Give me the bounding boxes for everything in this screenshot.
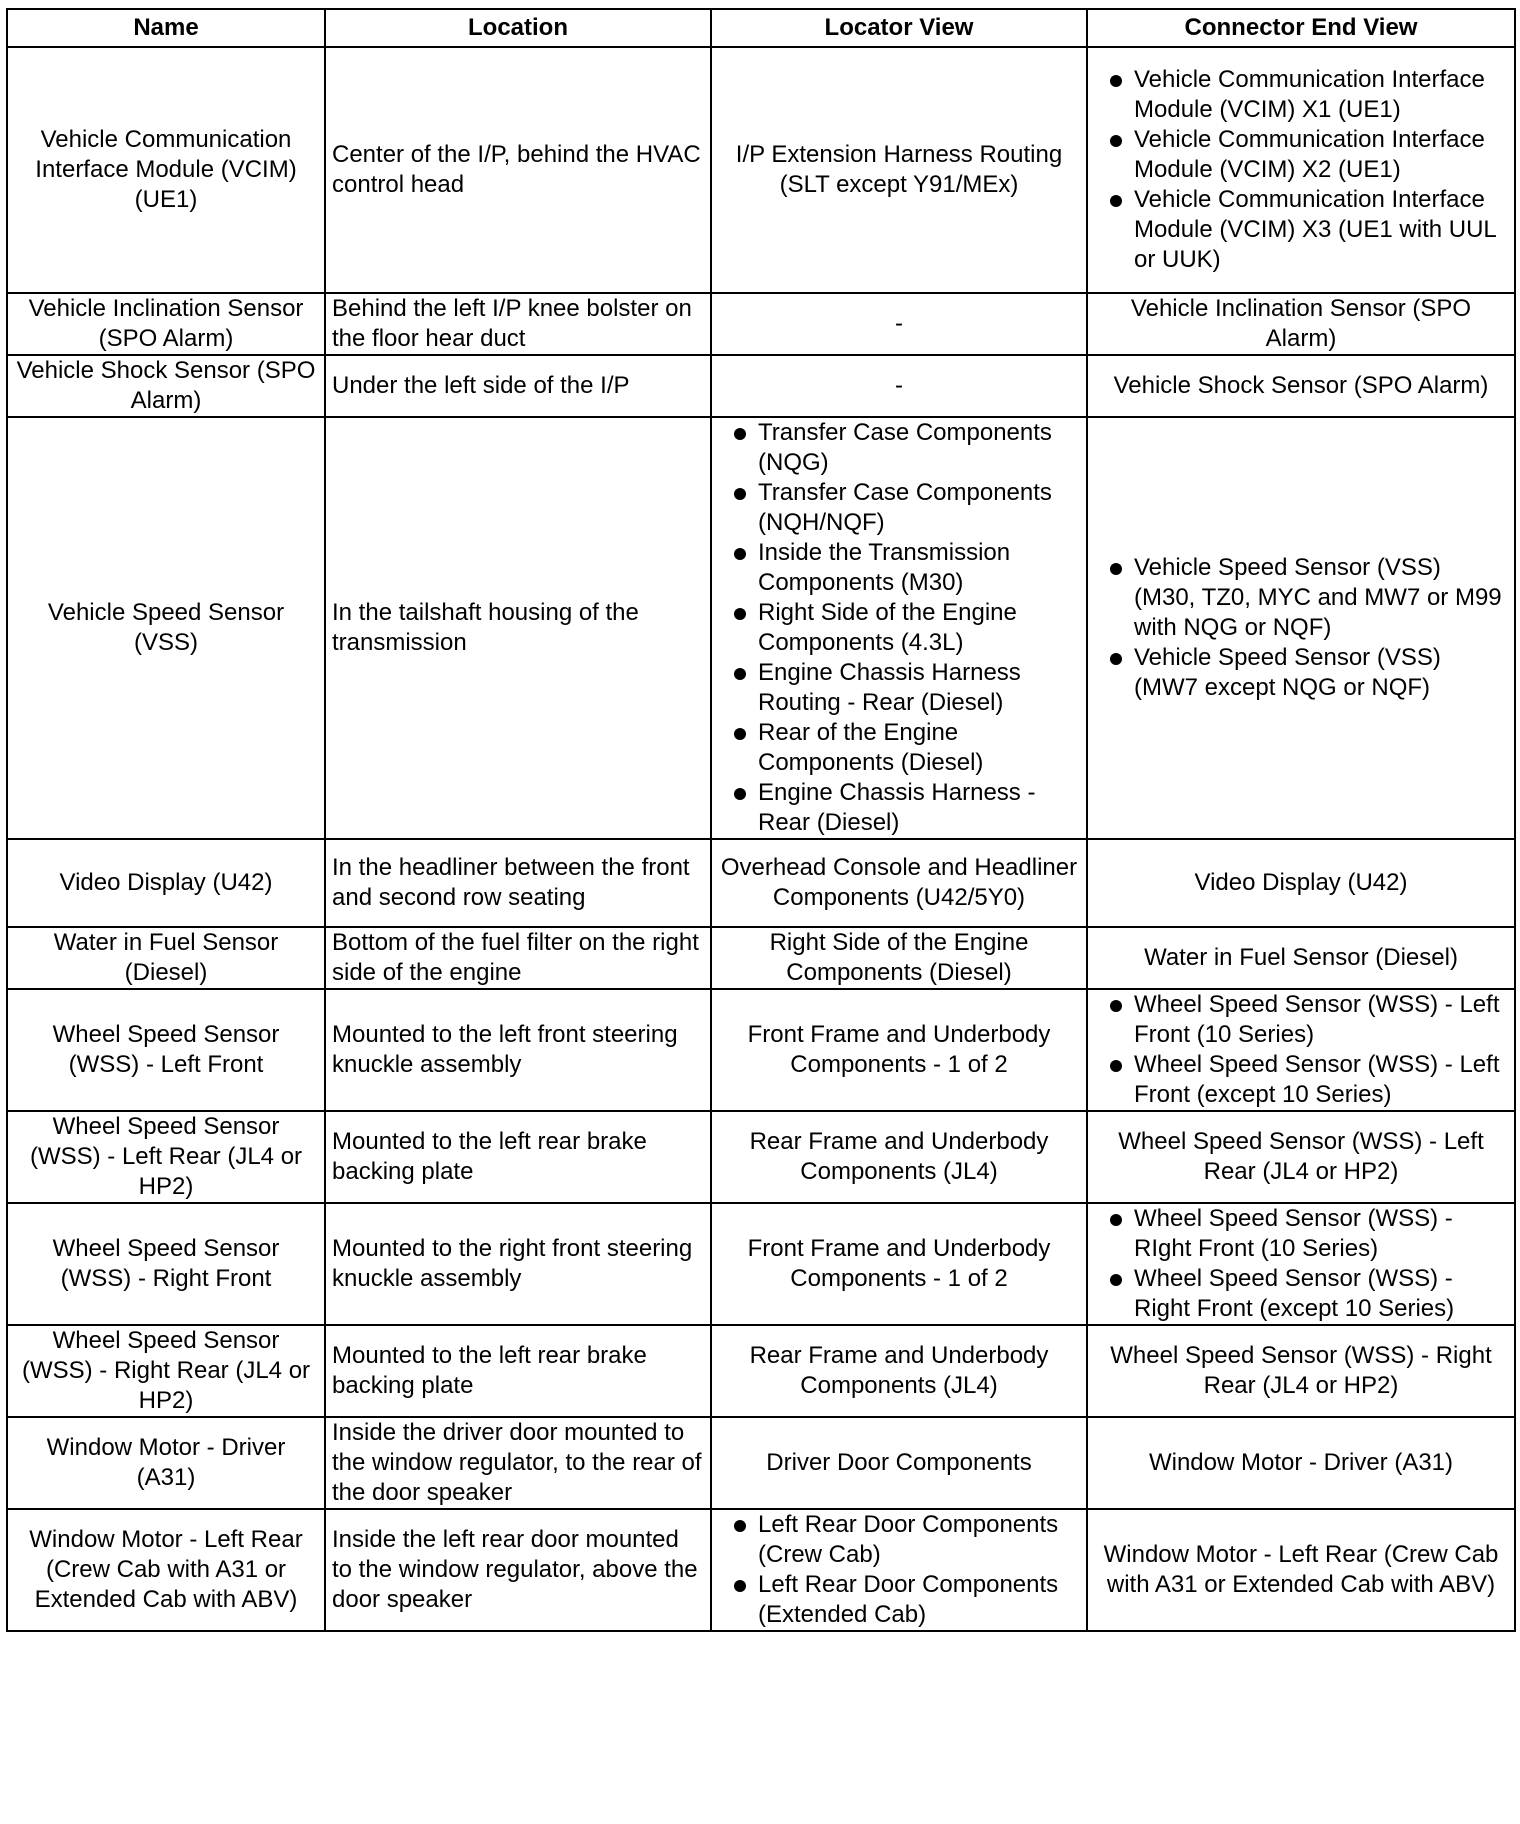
cell-locator-view: Right Side of the Engine Components (Diesel) xyxy=(711,927,1087,989)
cell-locator-view xyxy=(711,417,1087,839)
table-row xyxy=(7,1325,1515,1417)
bullet-item: Wheel Speed Sensor (WSS) - Left Front (except 10 Series) xyxy=(1094,1050,1508,1110)
cell-name: Vehicle Speed Sensor (VSS) xyxy=(7,417,325,839)
cell-locator-view: I/P Extension Harness Routing (SLT except Y91/MEx) xyxy=(711,47,1087,293)
cell-name: Video Display (U42) xyxy=(7,839,325,927)
header-location: Location xyxy=(325,9,711,47)
bullet-item: Right Side of the Engine Components (4.3L) xyxy=(718,598,1080,658)
cell-name: Vehicle Shock Sensor (SPO Alarm) xyxy=(7,355,325,417)
cell-name: Window Motor - Driver (A31) xyxy=(7,1417,325,1509)
bullet-item: Engine Chassis Harness Routing - Rear (Diesel) xyxy=(718,658,1080,718)
cell-connector-end-view-list xyxy=(1094,65,1508,275)
cell-name: Vehicle Inclination Sensor (SPO Alarm) xyxy=(7,293,325,355)
cell-connector-end-view xyxy=(1087,47,1515,293)
cell-locator-view: - xyxy=(711,355,1087,417)
bullet-item: Engine Chassis Harness - Rear (Diesel) xyxy=(718,778,1080,838)
table-row xyxy=(7,1111,1515,1203)
cell-locator-view-list xyxy=(718,1510,1080,1630)
bullet-item: Vehicle Speed Sensor (VSS) (M30, TZ0, MYC and MW7 or M99 with NQG or NQF) xyxy=(1094,553,1508,643)
cell-locator-view: Rear Frame and Underbody Components (JL4) xyxy=(711,1111,1087,1203)
cell-location: In the headliner between the front and second row seating xyxy=(325,839,711,927)
cell-connector-end-view-list xyxy=(1094,990,1508,1110)
bullet-item: Transfer Case Components (NQG) xyxy=(718,418,1080,478)
cell-locator-view xyxy=(711,1509,1087,1631)
cell-name: Wheel Speed Sensor (WSS) - Left Front xyxy=(7,989,325,1111)
cell-locator-view: Overhead Console and Headliner Components (U42/5Y0) xyxy=(711,839,1087,927)
cell-location: Behind the left I/P knee bolster on the floor hear duct xyxy=(325,293,711,355)
header-locator-view: Locator View xyxy=(711,9,1087,47)
table-row xyxy=(7,1509,1515,1631)
bullet-item: Left Rear Door Components (Crew Cab) xyxy=(718,1510,1080,1570)
table-row xyxy=(7,989,1515,1111)
cell-connector-end-view xyxy=(1087,1203,1515,1325)
cell-connector-end-view: Vehicle Inclination Sensor (SPO Alarm) xyxy=(1087,293,1515,355)
bullet-item: Wheel Speed Sensor (WSS) - RIght Front (10 Series) xyxy=(1094,1204,1508,1264)
cell-name: Vehicle Communication Interface Module (VCIM) (UE1) xyxy=(7,47,325,293)
cell-location: Mounted to the left rear brake backing plate xyxy=(325,1111,711,1203)
cell-name: Water in Fuel Sensor (Diesel) xyxy=(7,927,325,989)
bullet-item: Transfer Case Components (NQH/NQF) xyxy=(718,478,1080,538)
cell-name: Window Motor - Left Rear (Crew Cab with A31 or Extended Cab with ABV) xyxy=(7,1509,325,1631)
bullet-item: Left Rear Door Components (Extended Cab) xyxy=(718,1570,1080,1630)
bullet-item: Wheel Speed Sensor (WSS) - Right Front (except 10 Series) xyxy=(1094,1264,1508,1324)
cell-connector-end-view: Vehicle Shock Sensor (SPO Alarm) xyxy=(1087,355,1515,417)
table-row xyxy=(7,927,1515,989)
cell-location: Center of the I/P, behind the HVAC control head xyxy=(325,47,711,293)
header-name: Name xyxy=(7,9,325,47)
cell-location: Inside the driver door mounted to the window regulator, to the rear of the door speaker xyxy=(325,1417,711,1509)
cell-connector-end-view-list xyxy=(1094,1204,1508,1324)
cell-location: Under the left side of the I/P xyxy=(325,355,711,417)
cell-name: Wheel Speed Sensor (WSS) - Left Rear (JL4 or HP2) xyxy=(7,1111,325,1203)
cell-location: In the tailshaft housing of the transmission xyxy=(325,417,711,839)
cell-name: Wheel Speed Sensor (WSS) - Right Front xyxy=(7,1203,325,1325)
cell-location: Inside the left rear door mounted to the window regulator, above the door speaker xyxy=(325,1509,711,1631)
bullet-item: Inside the Transmission Components (M30) xyxy=(718,538,1080,598)
component-locator-table xyxy=(6,8,1516,1632)
cell-connector-end-view: Video Display (U42) xyxy=(1087,839,1515,927)
header-connector-end-view: Connector End View xyxy=(1087,9,1515,47)
cell-locator-view-list xyxy=(718,418,1080,838)
cell-locator-view: Driver Door Components xyxy=(711,1417,1087,1509)
table-row xyxy=(7,47,1515,293)
cell-locator-view: Front Frame and Underbody Components - 1 of 2 xyxy=(711,989,1087,1111)
header-row xyxy=(7,9,1515,47)
bullet-item: Rear of the Engine Components (Diesel) xyxy=(718,718,1080,778)
cell-locator-view: - xyxy=(711,293,1087,355)
cell-location: Mounted to the left front steering knuckle assembly xyxy=(325,989,711,1111)
cell-location: Bottom of the fuel filter on the right side of the engine xyxy=(325,927,711,989)
cell-name: Wheel Speed Sensor (WSS) - Right Rear (JL4 or HP2) xyxy=(7,1325,325,1417)
table-row xyxy=(7,417,1515,839)
table-row xyxy=(7,1417,1515,1509)
cell-connector-end-view-list xyxy=(1094,553,1508,703)
cell-connector-end-view xyxy=(1087,989,1515,1111)
table-row xyxy=(7,293,1515,355)
cell-connector-end-view: Wheel Speed Sensor (WSS) - Right Rear (JL4 or HP2) xyxy=(1087,1325,1515,1417)
cell-locator-view: Front Frame and Underbody Components - 1 of 2 xyxy=(711,1203,1087,1325)
table-row xyxy=(7,1203,1515,1325)
cell-location: Mounted to the right front steering knuckle assembly xyxy=(325,1203,711,1325)
cell-connector-end-view xyxy=(1087,417,1515,839)
cell-connector-end-view: Wheel Speed Sensor (WSS) - Left Rear (JL4 or HP2) xyxy=(1087,1111,1515,1203)
bullet-item: Vehicle Speed Sensor (VSS) (MW7 except NQG or NQF) xyxy=(1094,643,1508,703)
bullet-item: Vehicle Communication Interface Module (VCIM) X2 (UE1) xyxy=(1094,125,1508,185)
cell-connector-end-view: Water in Fuel Sensor (Diesel) xyxy=(1087,927,1515,989)
bullet-item: Vehicle Communication Interface Module (VCIM) X3 (UE1 with UUL or UUK) xyxy=(1094,185,1508,275)
cell-connector-end-view: Window Motor - Driver (A31) xyxy=(1087,1417,1515,1509)
bullet-item: Vehicle Communication Interface Module (VCIM) X1 (UE1) xyxy=(1094,65,1508,125)
cell-connector-end-view: Window Motor - Left Rear (Crew Cab with A31 or Extended Cab with ABV) xyxy=(1087,1509,1515,1631)
cell-location: Mounted to the left rear brake backing plate xyxy=(325,1325,711,1417)
cell-locator-view: Rear Frame and Underbody Components (JL4) xyxy=(711,1325,1087,1417)
table-row xyxy=(7,355,1515,417)
bullet-item: Wheel Speed Sensor (WSS) - Left Front (10 Series) xyxy=(1094,990,1508,1050)
table-row xyxy=(7,839,1515,927)
